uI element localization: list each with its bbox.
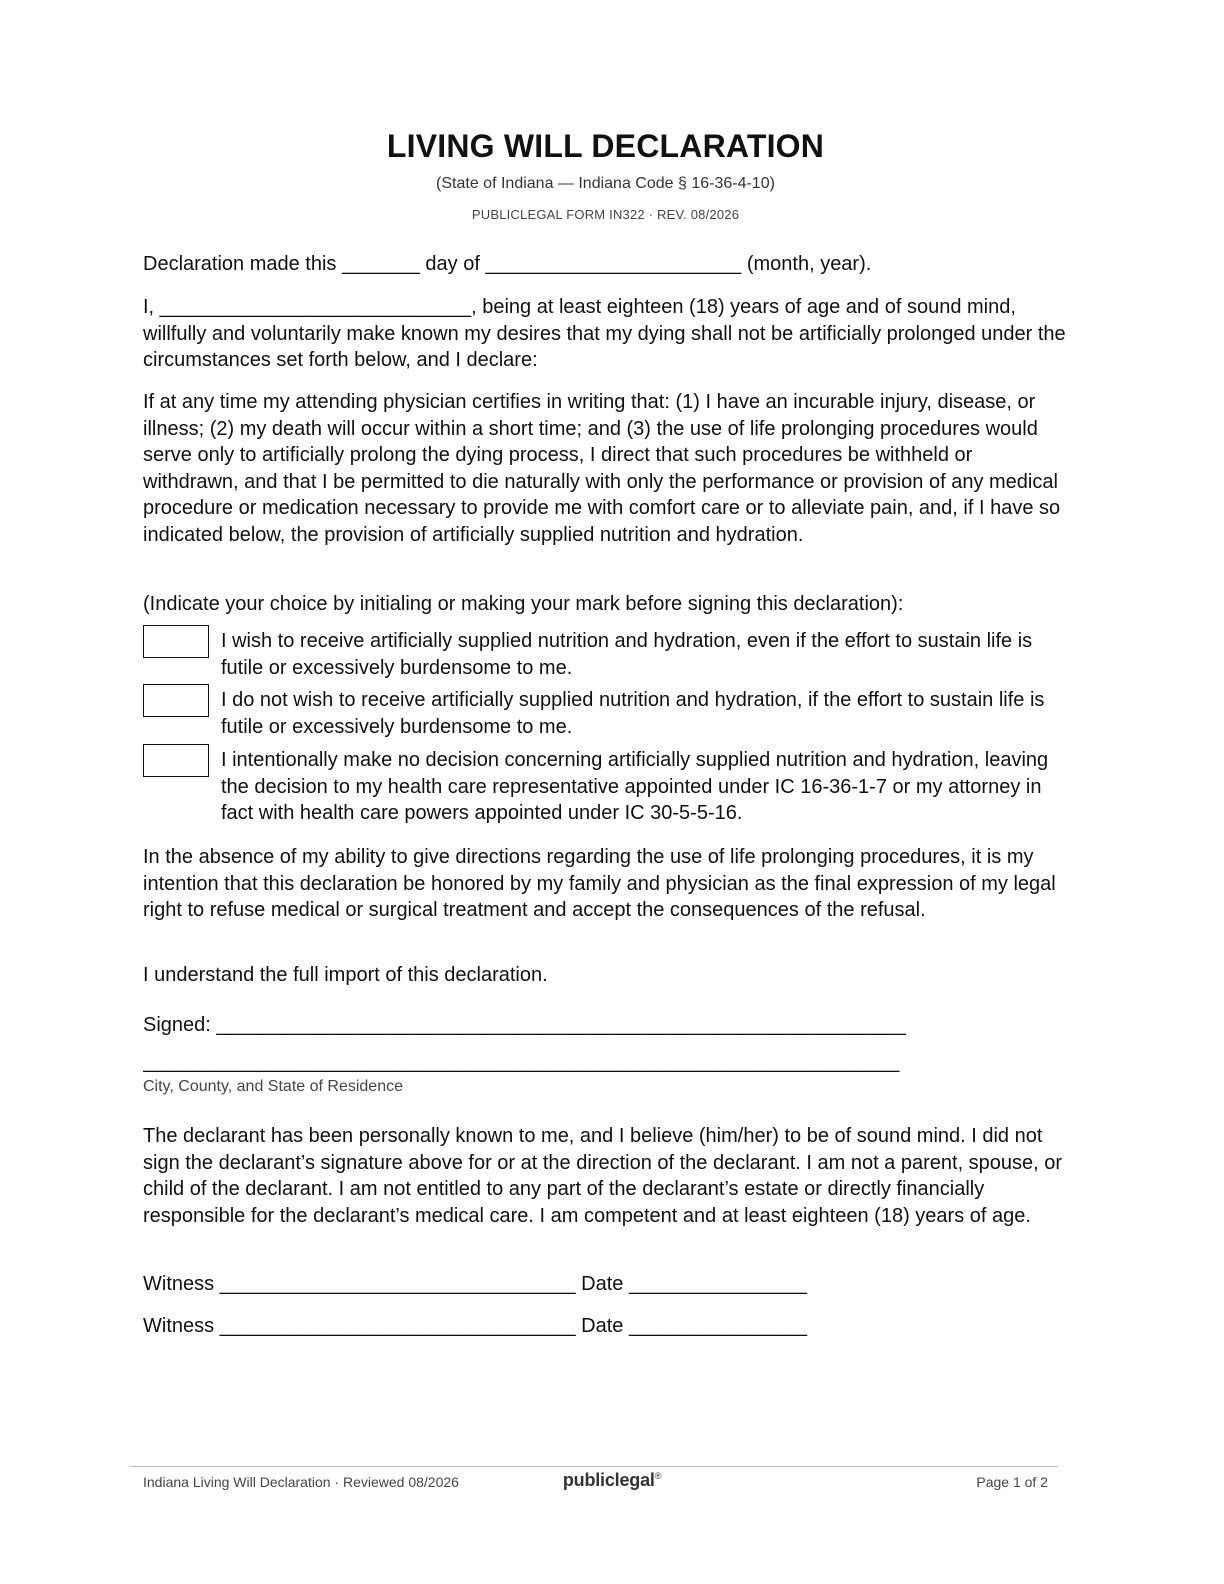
footer-divider	[130, 1466, 1058, 1467]
choice-text: I wish to receive artificially supplied nutrition and hydration, even if the effort to sustain life is futile or excessively burdensome to me.	[221, 630, 1033, 679]
intro-paragraph: I, ____________________________, being at least eighteen (18) years of age and of sound mind, willfully and voluntarily make known my desires that my dying shall not be artificially prolonged under the circumstances set forth below, and I declare:	[143, 296, 1066, 371]
absence-paragraph: In the absence of my ability to give directions regarding the use of life prolonging procedures, it is my intention that this declaration be honored by my family and physician as the final expression of my legal right to refuse medical or surgical treatment and accept the consequences of the refusal.	[143, 846, 1056, 921]
initial-box-no-decision[interactable]	[143, 744, 209, 777]
residence-label: City, County, and State of Residence	[143, 1078, 403, 1095]
form-code: PUBLICLEGAL FORM IN322 · REV. 08/2026	[471, 207, 740, 222]
choice-text: I do not wish to receive artificially supplied nutrition and hydration, if the effort to sustain life is futile or excessively burdensome to me.	[221, 689, 1045, 738]
initial-box-decline[interactable]	[143, 684, 209, 717]
certification-paragraph: If at any time my attending physician certifies in writing that: (1) I have an incurable injury, disease, or illness; (2) my death will occur within a short time; and (3) the use of life prolonging procedures would serve only to artificially prolong the dying process, I direct that such procedures be withheld or withdrawn, and that I be permitted to die naturally with only the performance or provision of any medical procedure or medication necessary to provide me with comfort care or to alleviate pain, and, if I have so indicated below, the provision of artificially supplied nutrition and hydration.	[143, 391, 1061, 546]
residence-line[interactable]: ____________________________________________________________________	[143, 1051, 900, 1073]
understand-line: I understand the full import of this declaration.	[143, 964, 548, 986]
page-number: Page 1 of 2	[976, 1474, 1048, 1490]
footer-left-text: Indiana Living Will Declaration · Reviewed 08/2026	[143, 1474, 459, 1490]
brand-name: publiclegal	[562, 1470, 655, 1490]
declaration-date-line[interactable]: Declaration made this _______ day of _______________________ (month, year).	[143, 253, 872, 275]
initial-box-receive[interactable]	[143, 625, 209, 658]
witness-line-1[interactable]: Witness ________________________________ Date ________________	[143, 1273, 807, 1295]
brand-registered-mark: ®	[654, 1471, 662, 1481]
document-subtitle: (State of Indiana — Indiana Code § 16-36-4-10)	[436, 175, 775, 192]
witness-line-2[interactable]: Witness ________________________________ Date ________________	[143, 1315, 807, 1337]
document-title: LIVING WILL DECLARATION	[386, 128, 825, 164]
choice-instruction: (Indicate your choice by initialing or making your mark before signing this declaration):	[143, 593, 904, 615]
choice-text: I intentionally make no decision concerning artificially supplied nutrition and hydration, leaving the decision to my health care representative appointed under IC 16-36-1-7 or my attorney in fact with health care powers appointed under IC 30-5-5-16.	[221, 749, 1049, 824]
signature-line[interactable]: Signed: ______________________________________________________________	[143, 1014, 907, 1036]
witness-statement: The declarant has been personally known to me, and I believe (him/her) to be of sound mind. I did not sign the declarant’s signature above for or at the direction of the declarant. I am not a parent, spouse, or child of the declarant. I am not entitled to any part of the declarant’s estate or directly financially responsible for the declarant’s medical care. I am competent and at least eighteen (18) years of age.	[143, 1125, 1063, 1227]
